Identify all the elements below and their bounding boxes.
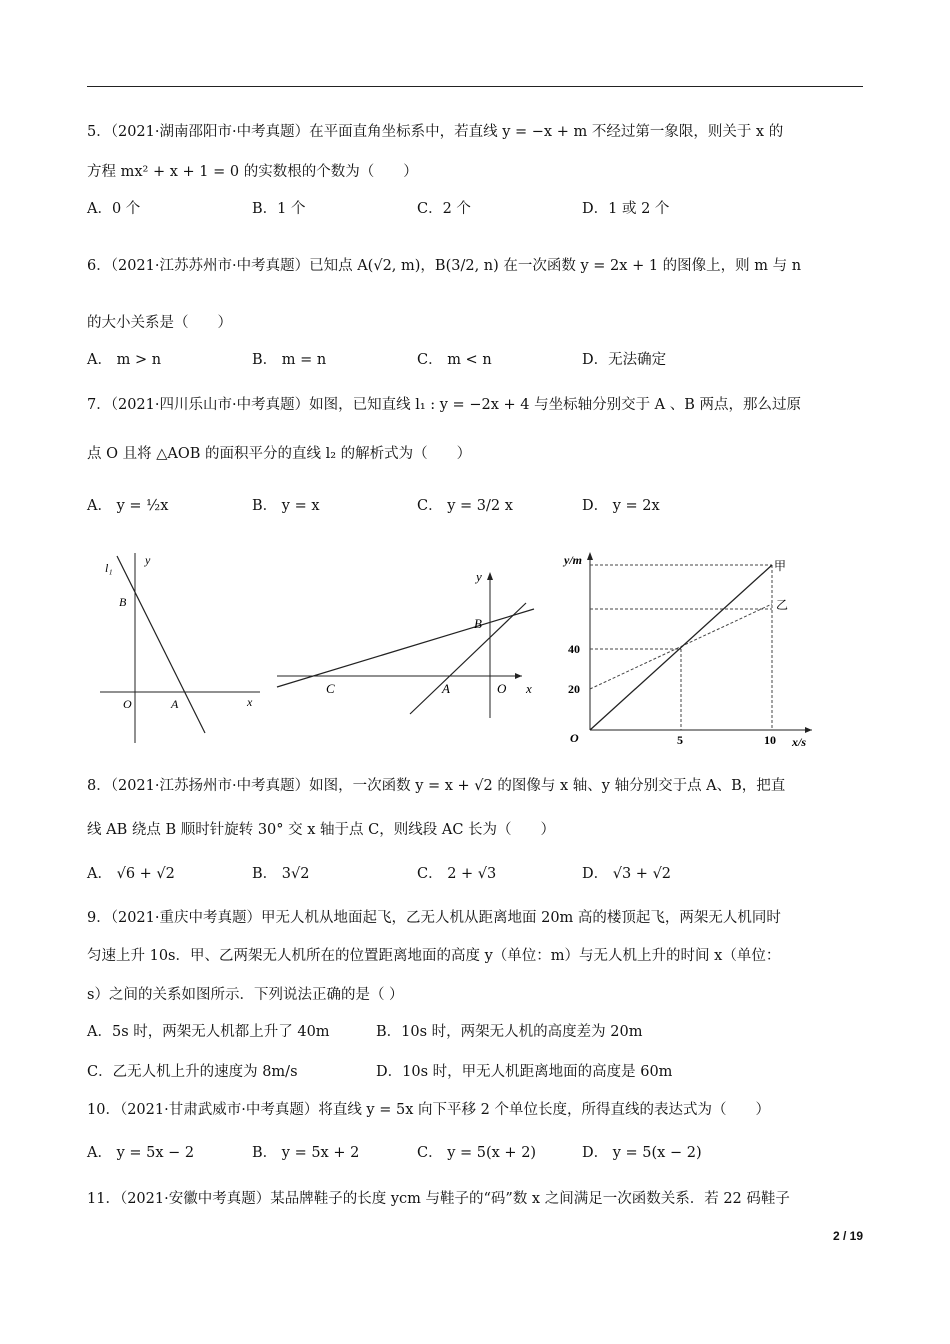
q5-option-b: B．1 个 xyxy=(252,201,306,217)
q5-option-a: A．0 个 xyxy=(87,201,141,217)
q9-option-b: B．10s 时，两架无人机的高度差为 20m xyxy=(376,1024,643,1040)
q9-option-c: C．乙无人机上升的速度为 8m/s xyxy=(87,1064,298,1080)
figure-q9-drone-height xyxy=(556,548,818,750)
q7-option-c: C． y = 3/2 x xyxy=(417,498,513,514)
q9-option-a: A．5s 时，两架无人机都上升了 40m xyxy=(87,1024,330,1040)
fig3-ytick-20: 20 xyxy=(568,682,580,696)
fig3-xlabel: x/s xyxy=(792,735,807,749)
fig3-ylabel: y/m xyxy=(564,553,582,567)
q9-text-line3: s）之间的关系如图所示．下列说法正确的是（ ） xyxy=(87,987,404,1003)
q8-option-c: C． 2 + √3 xyxy=(417,866,497,882)
q8-text-line1: 8．（2021·江苏扬州市·中考真题）如图，一次函数 y = x + √2 的图像与 x 轴、y 轴分别交于点 A、B，把直 xyxy=(87,778,786,794)
fig3-ytick-40: 40 xyxy=(568,642,580,656)
q8-option-d: D． √3 + √2 xyxy=(582,866,672,882)
q6-text-line2: 的大小关系是（ ） xyxy=(87,315,232,331)
q8-text-line2: 线 AB 绕点 B 顺时针旋转 30° 交 x 轴于点 C，则线段 AC 长为（ ） xyxy=(87,822,556,838)
fig3-label-jia: 甲 xyxy=(774,559,787,573)
q11-text-line1: 11．（2021·安徽中考真题）某品牌鞋子的长度 ycm 与鞋子的“码”数 x 之间满足一次函数关系．若 22 码鞋子 xyxy=(87,1191,790,1207)
q10-text-line1: 10．（2021·甘肃武威市·中考真题）将直线 y = 5x 向下平移 2 个单位长度，所得直线的表达式为（ ） xyxy=(87,1102,770,1118)
q7-text-line2: 点 O 且将 △AOB 的面积平分的直线 l₂ 的解析式为（ ） xyxy=(87,446,472,462)
page-number: 2 / 19 xyxy=(832,1229,863,1243)
q6-option-b: B． m = n xyxy=(252,352,327,368)
fig1-label-a: A xyxy=(171,697,179,711)
q7-option-b: B． y = x xyxy=(252,498,320,514)
fig2-label-o: O xyxy=(497,681,507,696)
q5-text-line2: 方程 mx² + x + 1 = 0 的实数根的个数为（ ） xyxy=(87,164,418,180)
q7-option-d: D． y = 2x xyxy=(582,498,660,514)
fig3-label-yi: 乙 xyxy=(776,598,789,612)
q6-option-a: A． m > n xyxy=(87,352,162,368)
figure-q7-line-l1 xyxy=(95,548,265,748)
header-rule xyxy=(87,86,863,87)
q5-option-c: C．2 个 xyxy=(417,201,471,217)
q9-option-d: D．10s 时，甲无人机距离地面的高度是 60m xyxy=(376,1064,673,1080)
q5-option-d: D．1 或 2 个 xyxy=(582,201,670,217)
fig2-label-b: B xyxy=(474,616,482,631)
fig2-label-x: x xyxy=(526,681,532,696)
fig3-xtick-5: 5 xyxy=(677,733,683,747)
fig1-label-o: O xyxy=(123,697,132,711)
fig3-origin: O xyxy=(570,731,579,745)
fig1-label-x: x xyxy=(247,695,253,709)
q7-option-a: A． y = ½x xyxy=(87,498,169,514)
q10-option-b: B． y = 5x + 2 xyxy=(252,1145,360,1161)
q8-option-b: B． 3√2 xyxy=(252,866,310,882)
fig2-label-c: C xyxy=(326,681,335,696)
q7-text-line1: 7．（2021·四川乐山市·中考真题）如图，已知直线 l₁ : y = −2x + 4 与坐标轴分别交于 A 、B 两点，那么过原 xyxy=(87,397,802,413)
fig2-label-a: A xyxy=(442,681,450,696)
fig3-xtick-10: 10 xyxy=(764,733,776,747)
fig1-label-l1: l₁ xyxy=(105,561,113,575)
fig1-label-y: y xyxy=(145,553,151,567)
fig1-label-b: B xyxy=(119,595,127,609)
q9-text-line1: 9．（2021·重庆中考真题）甲无人机从地面起飞，乙无人机从距离地面 20m 高的楼顶起飞，两架无人机同时 xyxy=(87,910,781,926)
q5-text-line1: 5．（2021·湖南邵阳市·中考真题）在平面直角坐标系中，若直线 y = −x + m 不经过第一象限，则关于 x 的 xyxy=(87,124,784,140)
q6-text-line1: 6．（2021·江苏苏州市·中考真题）已知点 A(√2, m)，B(3/2, n) 在一次函数 y = 2x + 1 的图像上，则 m 与 n xyxy=(87,258,802,274)
q10-option-c: C． y = 5(x + 2) xyxy=(417,1145,537,1161)
fig2-label-y: y xyxy=(476,569,482,584)
q10-option-a: A． y = 5x − 2 xyxy=(87,1145,195,1161)
q8-option-a: A． √6 + √2 xyxy=(87,866,175,882)
q6-option-d: D．无法确定 xyxy=(582,352,667,368)
q10-option-d: D． y = 5(x − 2) xyxy=(582,1145,702,1161)
figure-q8-rotated-lines xyxy=(272,563,544,723)
q9-text-line2: 匀速上升 10s．甲、乙两架无人机所在的位置距离地面的高度 y（单位：m）与无人机上升的时间 x（单位： xyxy=(87,948,781,964)
q6-option-c: C． m < n xyxy=(417,352,492,368)
